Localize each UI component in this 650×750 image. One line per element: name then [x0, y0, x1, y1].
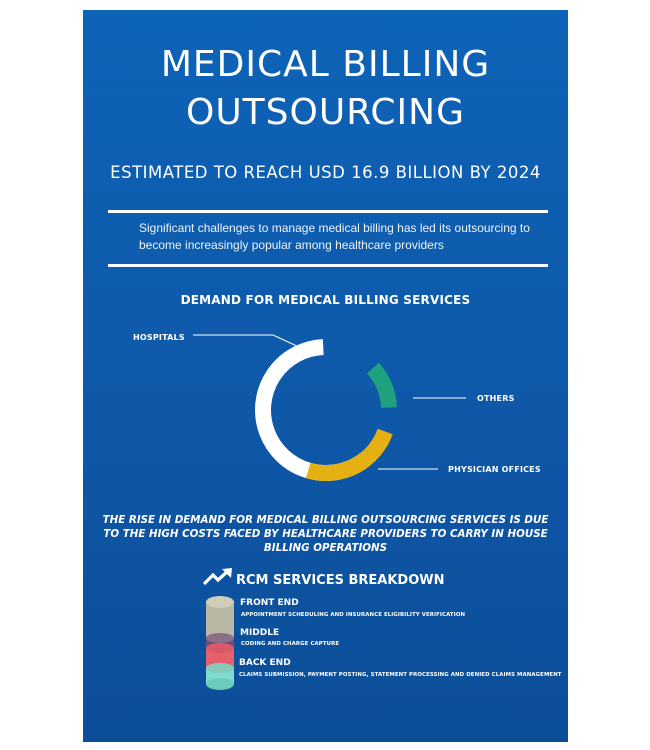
- rcm-back-end-detail: CLAIMS SUBMISSION, PAYMENT POSTING, STATEMENT PROCESSING AND DENIED CLAIMS MANAGEMENT: [239, 672, 562, 678]
- rcm-front-end-title: FRONT END: [240, 598, 299, 608]
- label-others: OTHERS: [477, 394, 515, 403]
- donut-chart: [83, 10, 568, 510]
- rcm-cylinder: [206, 594, 236, 694]
- trend-up-icon: [202, 567, 234, 587]
- label-physician-offices: PHYSICIAN OFFICES: [448, 465, 541, 474]
- subtitle: ESTIMATED TO REACH USD 16.9 BILLION BY 2024: [110, 163, 541, 182]
- chart-title: DEMAND FOR MEDICAL BILLING SERVICES: [180, 293, 471, 307]
- leader-hospitals-bend: [273, 335, 301, 348]
- rcm-back-end-title: BACK END: [239, 658, 291, 668]
- title-line-2: OUTSOURCING: [185, 92, 465, 133]
- rcm-middle-detail: CODING AND CHARGE CAPTURE: [241, 641, 340, 647]
- rcm-front-end-detail: APPOINTMENT SCHEDULING AND INSURANCE ELIGIBILITY VERIFICATION: [241, 612, 466, 618]
- description: Significant challenges to manage medical billing has led its outsourcing to become increasingly popular among healthcare providers: [139, 221, 530, 252]
- donut-slice-hospitals: [263, 347, 366, 473]
- infographic-poster: [83, 10, 568, 742]
- donut-slice-others: [373, 368, 389, 408]
- rcm-middle-title: MIDDLE: [240, 628, 280, 638]
- rcm-title: RCM SERVICES BREAKDOWN: [236, 573, 445, 588]
- title-line-1: MEDICAL BILLING: [160, 44, 491, 85]
- label-hospitals: HOSPITALS: [133, 333, 185, 342]
- donut-slice-physician-offices: [308, 432, 385, 473]
- statement: THE RISE IN DEMAND FOR MEDICAL BILLING OUTSOURCING SERVICES IS DUE TO THE HIGH COSTS FACED BY HEALTHCARE PROVIDERS TO CARRY IN HOUSE BILLING OPERATIONS: [102, 514, 549, 554]
